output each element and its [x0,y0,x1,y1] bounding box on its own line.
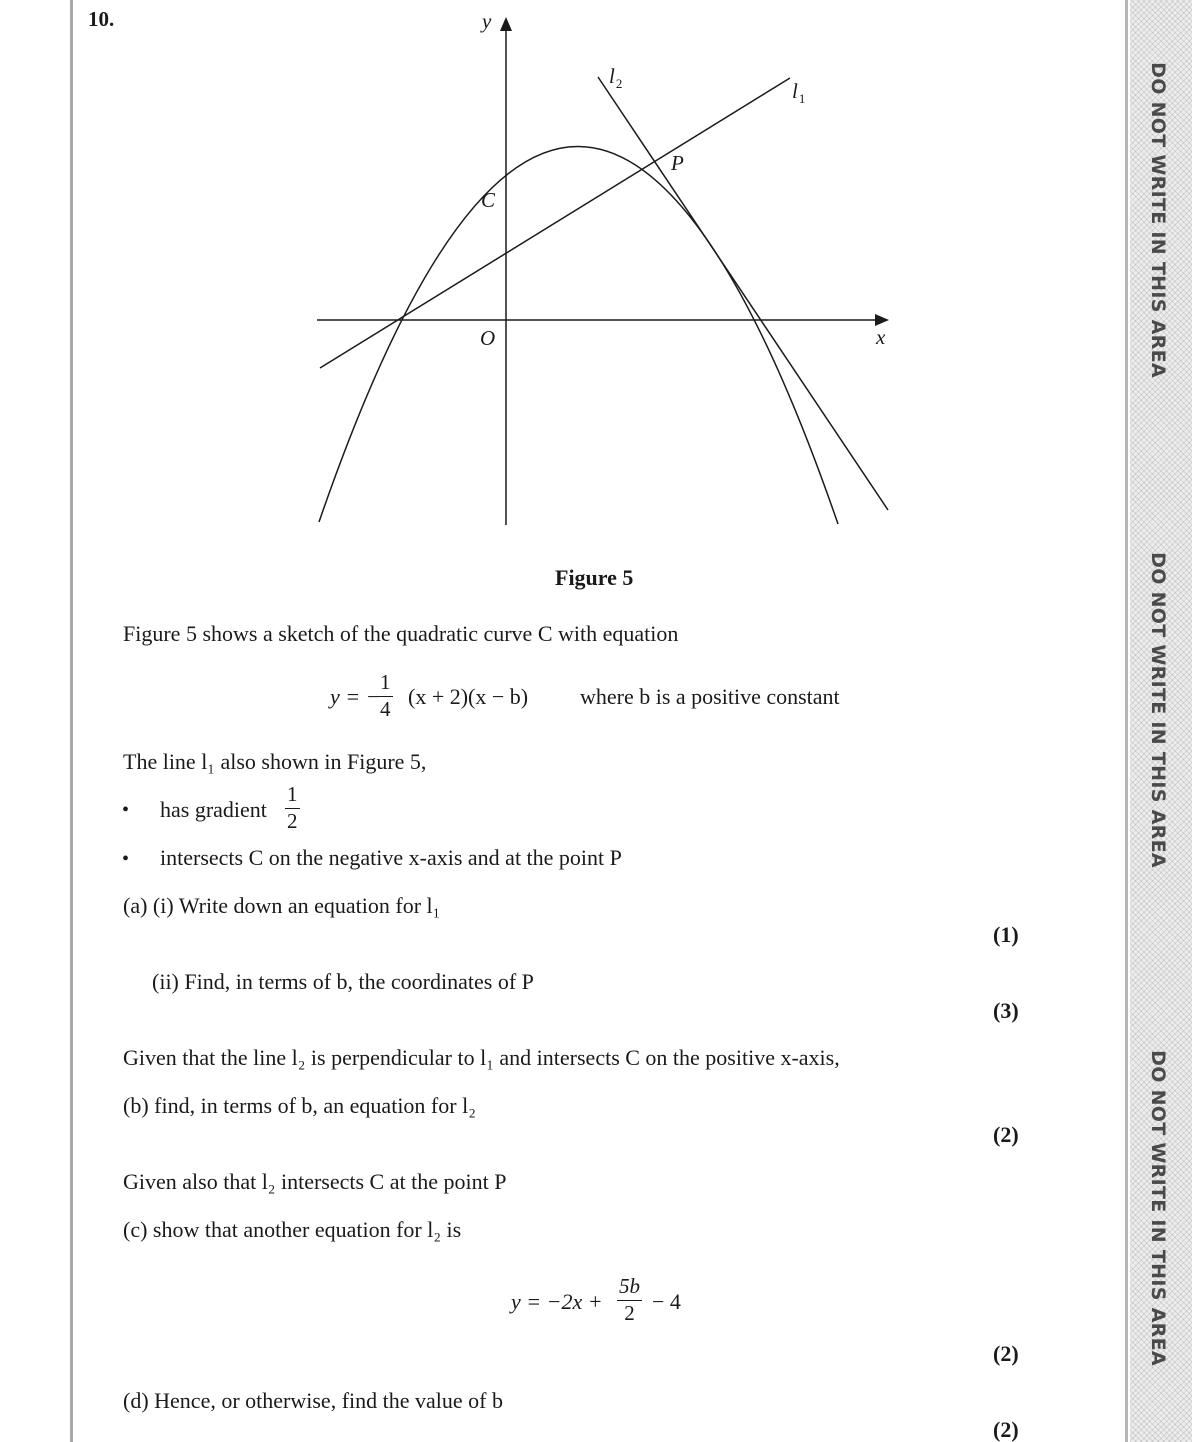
y-axis-label: y [482,9,492,33]
part-c-marks: (2) [993,1341,1019,1366]
eq-fraction [378,672,393,720]
gradient-fraction [285,784,300,832]
part-b: (b) find, in terms of b, an equation for l₂ [123,1093,476,1118]
part-c: (c) show that another equation for l₂ is [123,1217,462,1242]
gradient-fraction-den: 2 [287,809,298,833]
part-d-marks: (2) [993,1417,1019,1442]
line1-intro: The line l₁ also shown in Figure 5, [123,749,427,774]
line-l2-label-l: l [609,64,615,88]
x-axis-label: x [876,325,886,349]
line-l2 [598,77,888,510]
question-number: 10. [88,7,115,31]
c-eq-fraction-num: 5b [617,1276,642,1301]
eq-fraction-den: 4 [380,697,391,721]
eq-note: where b is a positive constant [580,684,840,709]
line-l1-label-sub: 1 [798,91,806,106]
eq-lhs: y = − [330,684,381,709]
figure-caption: Figure 5 [555,565,634,590]
bullet-1-dot: • [122,799,130,821]
origin-label: O [480,326,496,350]
c-eq-lhs: y = −2x + [511,1289,603,1314]
point-p-label: P [671,151,684,175]
bullet-1-text: has gradient [160,797,267,822]
c-eq-fraction [617,1276,642,1324]
eq-fraction-num: 1 [378,672,393,697]
bullet-2-dot: • [122,848,130,870]
line-l1-label-l: l [792,79,798,103]
bullet-2-text: intersects C on the negative x-axis and at the point P [160,845,622,870]
line-l1-label [792,79,805,106]
eq-rhs: (x + 2)(x − b) [408,684,529,709]
figure-5-sketch [0,0,1192,560]
y-axis-arrow [500,17,512,31]
c-eq-rhs: − 4 [652,1289,681,1314]
intro-text: Figure 5 shows a sketch of the quadratic curve C with equation [123,621,679,646]
part-a-i: (a) (i) Write down an equation for l₁ [123,893,441,918]
given-l2: Given that the line l₂ is perpendicular to l₁ and intersects C on the positive x-axis, [123,1045,840,1070]
part-a-ii-marks: (3) [993,998,1019,1023]
curve-c [319,146,838,524]
line-l2-label [609,64,622,91]
c-eq-fraction-den: 2 [624,1301,635,1325]
part-b-marks: (2) [993,1122,1019,1147]
curve-c-label: C [481,188,496,212]
gradient-fraction-num: 1 [285,784,300,809]
part-a-ii: (ii) Find, in terms of b, the coordinates of P [152,969,534,994]
given-p: Given also that l₂ intersects C at the point P [123,1169,507,1194]
line-l2-label-sub: 2 [615,76,623,91]
part-d: (d) Hence, or otherwise, find the value of b [123,1388,503,1413]
part-a-i-marks: (1) [993,922,1019,947]
line-l1 [320,78,790,368]
